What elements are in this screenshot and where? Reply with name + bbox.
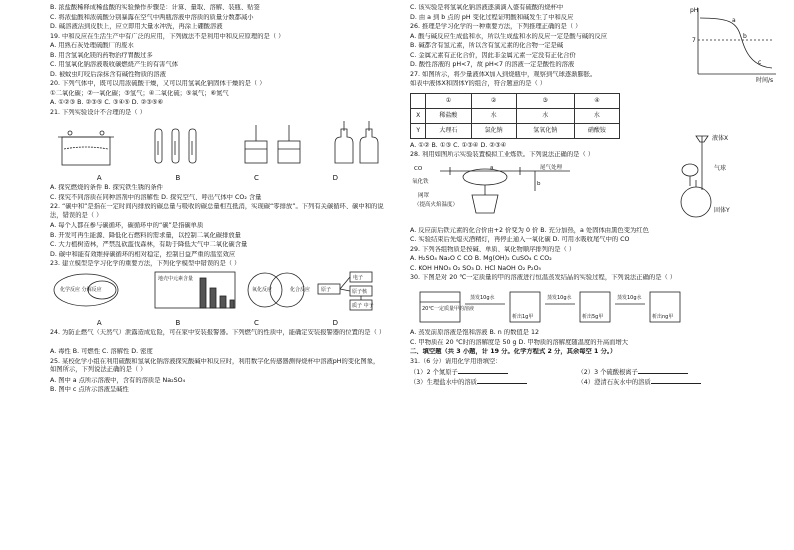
model-d-nucleus: 原子核 (352, 288, 368, 295)
text-line: C. 将浓盐酸和浓硫酸分别暴露在空气中两瓶溶液中溶质的质量分数都减小 (50, 13, 254, 21)
precipitate-2: 析出5g甲 (582, 313, 604, 320)
options-29-ab[interactable]: A. H₂SO₄ Na₂O C CO B. Mg(OH)₂ CuSO₄ C CO₂ (410, 255, 552, 263)
question-25: 25. 某校化学小组在利用硫酸和氢氧化钠溶液探究酸碱中和反应时，利用数字化传感器测得烧杯中溶液pH的变化图象，如图所示，下列说法正确的是（ ） (50, 357, 380, 374)
figure-21-apparatus (50, 119, 385, 171)
table-cell: 氯化钠 (471, 123, 516, 138)
precipitate-3: 析出ng甲 (652, 313, 674, 320)
table-row (411, 108, 620, 123)
question-26: 26. 推理是学习化学的一种重要方法，下列推理正确的是（ ） (410, 23, 582, 31)
option-c[interactable]: C. 金属元素有正化合价，因此非金属元素一定没有正化合价 (410, 51, 576, 59)
model-d-electron: 电子 (353, 274, 364, 281)
flask-balloon-apparatus (660, 130, 750, 220)
figure-21-labels (50, 174, 385, 184)
point-b: b (537, 181, 541, 188)
mesh-note: （提高火焰温度） (414, 202, 459, 209)
time-axis-label: 时间/s (756, 77, 774, 84)
x-y-table (410, 93, 620, 139)
balloon-label: 气球 (714, 165, 727, 172)
table-cell: X (411, 108, 426, 123)
model-c-tag-2: 化合反应 (290, 286, 311, 293)
text-line: B. 浓盐酸稀释成稀盐酸的实验操作步骤是：计算、量取、溶解、装瓶、贴签 (50, 4, 260, 11)
figure-23-labels (50, 319, 385, 329)
table-cell: 大理石 (426, 123, 471, 138)
options-21-ab[interactable]: A. 探究燃烧的条件 B. 探究铁生锈的条件 (50, 184, 163, 192)
mesh-label: 网罩 (418, 193, 430, 200)
table-cell: 硝酸铵 (574, 123, 619, 138)
fill-item: （4）澄清石灰水中的溶质 (577, 379, 651, 387)
option-a[interactable]: A. 每个人都在参与碳循环，碳循环中的“碳”是指碳单质 (50, 222, 204, 230)
evaporate-2: 蒸发10g水 (547, 294, 572, 301)
answer-blank[interactable] (458, 367, 508, 374)
section-heading: 二、填空题（共 3 小题，计 19 分。化学方程式 2 分，其余每空 1 分。） (410, 348, 617, 356)
options-20[interactable]: A. ①②③ B. ②③⑤ C. ③④⑤ D. ②③⑤⑥ (50, 99, 164, 107)
question-22: 22. “碳中和”是指在一定时间内排放的碳总量与吸收的碳总量相互抵消，实现碳“零排放”。下列有关碳循环、碳中和的说法，错误的是（ ） (50, 203, 384, 219)
table-cell: ① (426, 93, 471, 108)
gas-list: ①二氧化碳；②一氧化碳；③氢气；④二氧化硫；⑤氧气；⑥氮气 (50, 89, 229, 97)
option-b[interactable]: B. 开发可再生能源、降低化石燃料的需求量，以控制二氧化碳排放量 (50, 231, 241, 239)
model-b-tag: 地壳中元素含量 (158, 275, 194, 282)
fill-row (410, 377, 745, 387)
options-24[interactable]: A. 毒性 B. 可燃性 C. 溶解性 D. 密度 (50, 348, 153, 356)
option-a[interactable]: A. 图中 a 点所示溶液中，含有的溶质是 Na₂SO₄ (50, 376, 186, 384)
fill-row (410, 367, 745, 377)
options-28-cd[interactable]: C. 实验结束后先熄灭酒精灯，再停止通入一氧化碳 D. 可用水吸收尾气中的 CO (410, 236, 630, 244)
model-d-atom: 原子 (321, 286, 332, 293)
point-a: a (490, 165, 494, 172)
figure-label-b: B (175, 174, 181, 183)
evaporate-1: 蒸发10g水 (470, 294, 495, 301)
model-c-tag-1: 氧化反应 (252, 286, 273, 293)
figure-23-models (50, 270, 385, 316)
figure-label-c: C (254, 319, 259, 328)
table-cell: 水 (516, 108, 574, 123)
answer-blank[interactable] (477, 377, 527, 384)
fill-item: （2）3 个硫酸根离子 (577, 369, 638, 377)
question-24: 24. 为防止燃气（天然气）泄露造成危险，可在家中安装报警器。下列燃气的性质中，能确定安装报警器的位置的是（ ） (50, 329, 385, 337)
option-d[interactable]: D. 由 a 到 b 点的 pH 变化过程证明酸和碱发生了中和反应 (410, 13, 574, 21)
precipitate-1: 析出1g甲 (512, 313, 534, 320)
answer-blank[interactable] (638, 367, 688, 374)
question-27-table-intro: 如表中液体X和固体Y的组合，符合题意的是（ ） (410, 80, 547, 88)
fill-item: （1）2 个氮原子 (410, 369, 458, 377)
options-30-cd[interactable]: C. 甲物质在 20 ℃时的溶解度是 50 g D. 甲物质的溶解度随温度的升高而增大 (410, 338, 629, 346)
co-label: CO (414, 166, 423, 173)
tail-gas-label: 尾气处理 (540, 165, 563, 172)
question-31: 31.（6 分）请用化学用语填空： (410, 357, 502, 365)
point-c-label: c (758, 59, 762, 66)
option-c[interactable]: C. 用氢氧化钠溶液吸收碳燃烧产生的有害气体 (50, 61, 179, 69)
option-d[interactable]: D. 酸性溶液的 pH<7，故 pH<7 的溶液一定是酸性的溶液 (410, 61, 575, 69)
question-19: 19. 中和反应在生活生产中有广泛的应用，下列做法不是利用中和反应原理的是（ ） (50, 32, 285, 40)
options-21-cd[interactable]: C. 探究不同溶质在同种溶剂中的溶解性 D. 探究空气、呼出气体中 CO₂ 含量 (50, 193, 262, 201)
option-b[interactable]: B. 碱都含有氢元素，所以含有氢元素的化合物一定是碱 (410, 42, 564, 50)
options-28-ab[interactable]: A. 反应前后铁元素的化合价由+2 价变为 0 价 B. 充分加热，a 处固体由黑色变为红色 (410, 226, 649, 234)
table-cell: Y (411, 123, 426, 138)
liquid-x-label: 液体X (712, 135, 729, 142)
ph-axis-label: pH (690, 7, 699, 14)
fill-item: （3）生理盐水中的溶质 (410, 379, 477, 387)
option-d[interactable]: D. 被蚊虫叮咬后涂抹含有碱性物质的溶液 (50, 70, 166, 78)
option-a[interactable]: A. 用熟石灰处理硫酸厂的废水 (50, 42, 134, 50)
iron-oxide-label: 氧化铁 (412, 179, 429, 186)
model-a-tag: 化学反应 分解反应 (60, 286, 102, 293)
ph-tick-7: 7 (692, 37, 696, 44)
question-29: 29. 下列各组物质是按碱、单质、氧化物顺序排列的是（ ） (410, 245, 576, 253)
table-cell: ② (471, 93, 516, 108)
table-cell (411, 93, 426, 108)
answer-blank[interactable] (651, 377, 701, 384)
table-row (411, 93, 620, 108)
table-row (411, 123, 620, 138)
figure-label-b: B (175, 319, 181, 328)
point-b-label: b (743, 33, 747, 40)
text-line: D. 碱溶液沾到皮肤上，应立即用大量水冲洗，再涂上硼酸溶液 (50, 23, 223, 31)
options-30-ab[interactable]: A. 蒸发前原溶液是饱和溶液 B. n 的数值是 12 (410, 329, 539, 337)
table-cell: 水 (574, 108, 619, 123)
question-28: 28. 利用如图所示实验装置模拟工业炼铁。下列说法正确的是（ ） (410, 151, 595, 159)
question-30: 30. 下图是对 20 ℃一定质量的甲的溶液进行恒温蒸发结晶的实验过程，下列说法正确的是（ ） (410, 274, 677, 282)
figure-30-evaporation (410, 284, 745, 326)
initial-solution-label: 20℃一定质量甲的溶液 (422, 305, 474, 312)
question-23: 23. 建立模型是学习化学的重要方法，下列化学模型中错误的是（ ） (50, 260, 241, 268)
question-21: 21. 下列实验设计不合理的是（ ） (50, 109, 146, 117)
table-cell: 稀盐酸 (426, 108, 471, 123)
table-cell: ④ (574, 93, 619, 108)
option-c[interactable]: C. 该实验是将氢氧化钠溶液逐滴滴入盛有硫酸的烧杯中 (410, 4, 564, 11)
options-27[interactable]: A. ①② B. ①③ C. ①③④ D. ②③④ (410, 141, 507, 149)
option-d[interactable]: D. 碳中和能有效维持碳循环的相对稳定，控制日益严重的温室效应 (50, 250, 236, 258)
option-a[interactable]: A. 酸与碱反应生成盐和水，所以生成盐和水的反应一定是酸与碱的反应 (410, 32, 608, 40)
figure-label-d: D (332, 319, 339, 328)
table-cell: 氢氧化钠 (516, 123, 574, 138)
figure-label-c: C (254, 174, 259, 183)
point-a-label: a (732, 17, 736, 24)
option-b[interactable]: B. 用含氢氧化镁的药物治疗胃酸过多 (50, 51, 153, 59)
option-b[interactable]: B. 图中 c 点所示溶液呈碱性 (50, 386, 129, 394)
ph-curve-chart (688, 4, 780, 84)
figure-label-d: D (332, 174, 339, 183)
options-29-cd[interactable]: C. KOH HNO₃ O₂ SO₃ D. HCl NaOH O₂ P₂O₅ (410, 264, 542, 272)
figure-label-a: A (96, 174, 102, 183)
table-cell: 水 (471, 108, 516, 123)
figure-label-a: A (96, 319, 102, 328)
option-c[interactable]: C. 大力植树造林，严禁乱砍滥伐森林，有助于降低大气中二氧化碳含量 (50, 241, 248, 249)
model-d-proton: 质子 中子 (352, 302, 374, 309)
question-27: 27. 如图所示，将少量液体X加入到烧瓶中，观察到气球逐渐膨胀。 (410, 70, 597, 78)
solid-y-label: 固体Y (714, 207, 730, 214)
left-column (50, 4, 385, 396)
table-cell: ③ (516, 93, 574, 108)
question-20: 20. 下列气体中，既可以用浓硫酸干燥，又可以用氢氧化钠固体干燥的是（ ） (50, 80, 266, 88)
evaporate-3: 蒸发10g水 (617, 294, 642, 301)
